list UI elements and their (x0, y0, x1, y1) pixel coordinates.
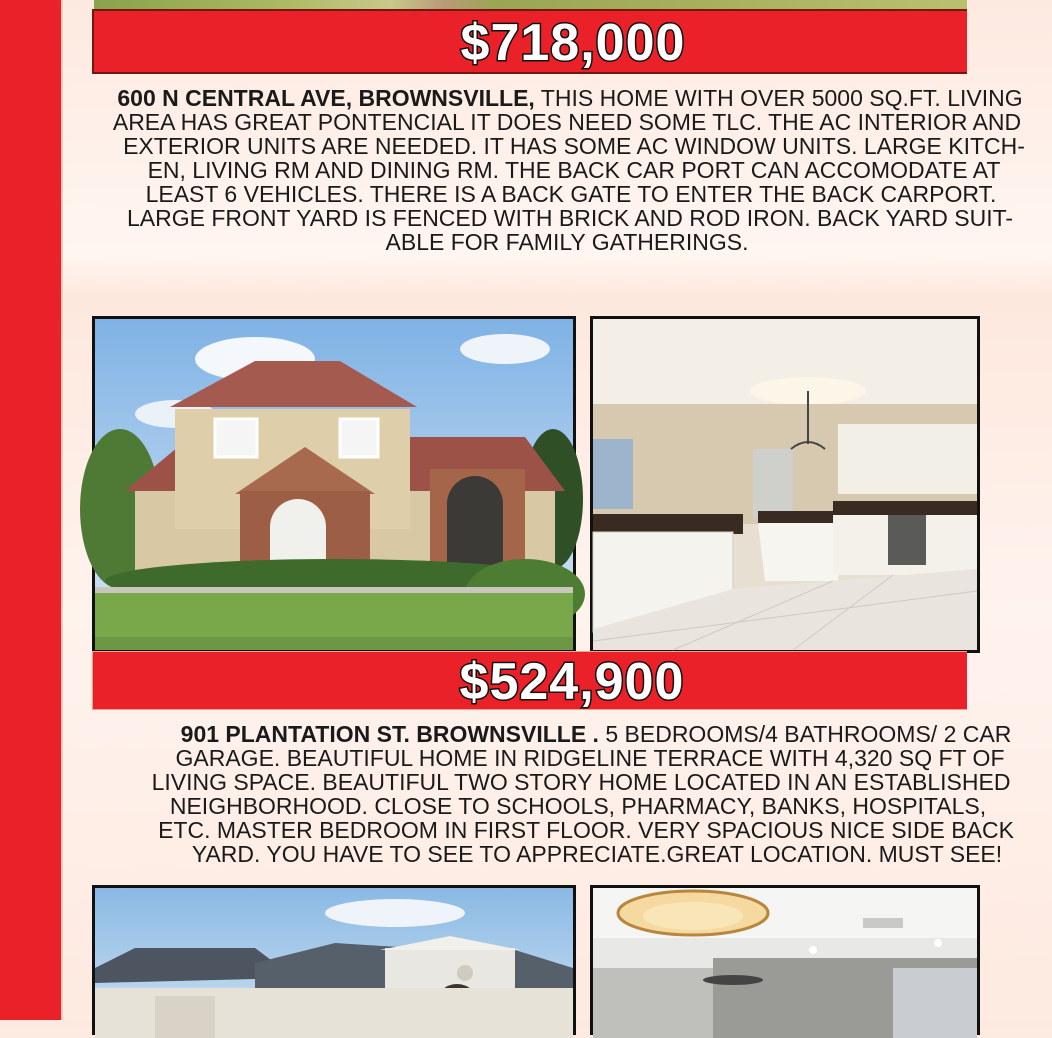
kitchen-interior-photo (590, 885, 980, 1035)
price-banner (92, 9, 967, 74)
description-line: LEAST 6 VEHICLES. THERE IS A BACK GATE TO ENTER THE BACK CARPORT. (145, 181, 997, 207)
kitchen-interior-photo (590, 316, 980, 653)
description-line: NEIGHBORHOOD. CLOSE TO SCHOOLS, PHARMACY, BANKS, HOSPITALS, (169, 793, 987, 819)
description-line: 5 BEDROOMS/4 BATHROOMS/ 2 CAR (598, 721, 1012, 747)
listing-description (92, 86, 1042, 254)
listing-description (92, 722, 1042, 866)
description-line: LIVING SPACE. BEAUTIFUL TWO STORY HOME LOCATED IN AN ESTABLISHED (151, 769, 1011, 795)
description-line: THIS HOME WITH OVER 5000 SQ.FT. LIVING (534, 85, 1023, 111)
listing-price: $524,900 (459, 653, 685, 711)
house-exterior-photo (92, 885, 576, 1035)
house-exterior-photo (92, 316, 576, 653)
side-divider (61, 0, 63, 1020)
description-line: YARD. YOU HAVE TO SEE TO APPRECIATE.GREAT LOCATION. MUST SEE! (191, 841, 1003, 867)
description-line: ABLE FOR FAMILY GATHERINGS. (385, 229, 749, 255)
side-stripe (0, 0, 61, 1020)
description-line: AREA HAS GREAT PONTENCIAL IT DOES NEED SOME TLC. THE AC INTERIOR AND (112, 109, 1022, 135)
description-line: EXTERIOR UNITS ARE NEEDED. IT HAS SOME AC WINDOW UNITS. LARGE KITCH- (123, 133, 1025, 159)
description-line: LARGE FRONT YARD IS FENCED WITH BRICK AND ROD IRON. BACK YARD SUIT- (126, 205, 1014, 231)
listing-address: 600 N CENTRAL AVE, BROWNSVILLE, (117, 85, 535, 111)
listing-address: 901 PLANTATION ST. BROWNSVILLE . (180, 721, 599, 747)
listing-price: $718,000 (460, 14, 686, 72)
price-banner (92, 651, 967, 710)
description-line: EN, LIVING RM AND DINING RM. THE BACK CAR PORT CAN ACCOMODATE AT (147, 157, 1001, 183)
description-line: GARAGE. BEAUTIFUL HOME IN RIDGELINE TERRACE WITH 4,320 SQ FT OF (175, 745, 1005, 771)
description-line: ETC. MASTER BEDROOM IN FIRST FLOOR. VERY SPACIOUS NICE SIDE BACK (158, 817, 1014, 843)
